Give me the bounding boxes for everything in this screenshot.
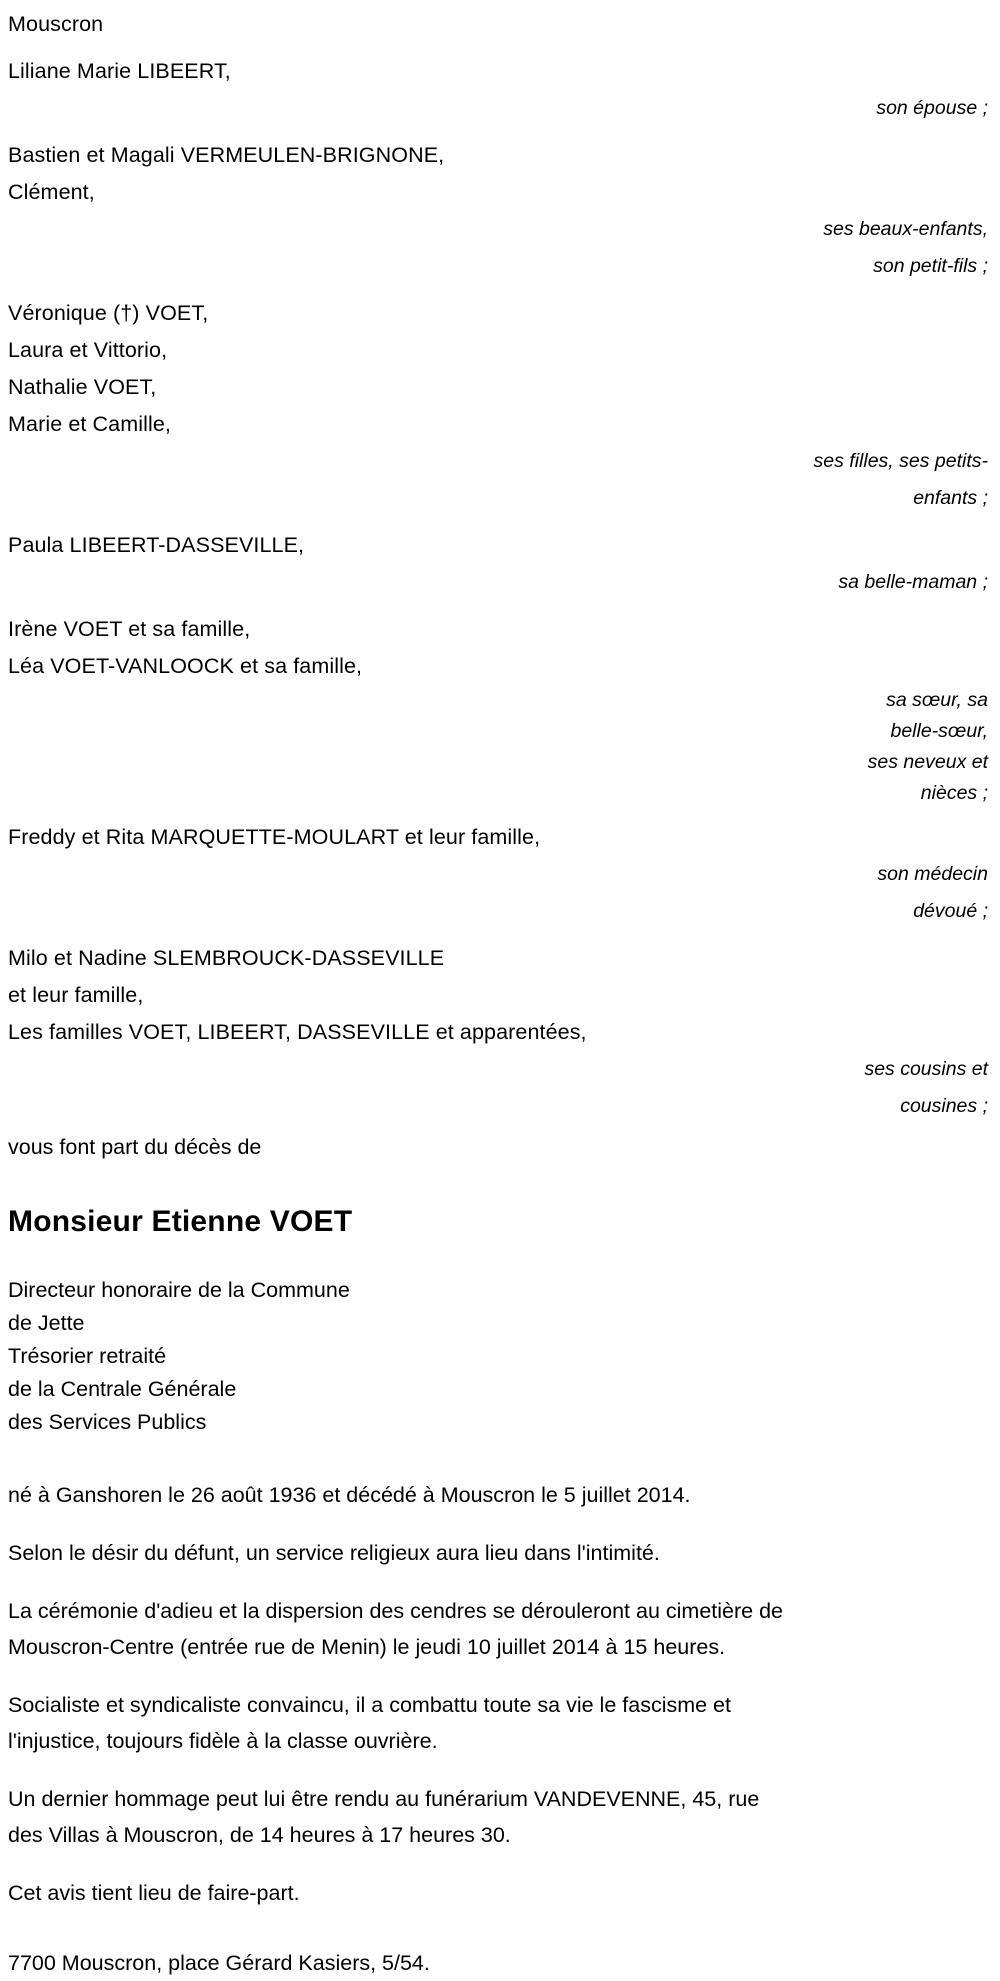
spacer	[8, 601, 990, 611]
deceased-name: Monsieur Etienne VOET	[8, 1205, 353, 1238]
relation-group	[8, 137, 990, 285]
relation-label: ses cousins et	[864, 1058, 988, 1080]
relation-names	[8, 611, 648, 685]
family-member-name: Freddy et Rita MARQUETTE-MOULART et leur famille,	[8, 825, 541, 849]
family-member-name: Liliane Marie LIBEERT,	[8, 59, 231, 83]
titles-section	[8, 1274, 990, 1439]
relation-label: dévoué ;	[913, 900, 988, 922]
family-member-name: Véronique (†) VOET,	[8, 301, 209, 325]
spacer	[8, 930, 990, 940]
title-line: de la Centrale Générale	[8, 1377, 237, 1401]
spacer	[8, 43, 990, 53]
relation-group	[8, 940, 990, 1125]
relation-label: enfants ;	[913, 487, 988, 509]
family-member-name: Nathalie VOET,	[8, 375, 157, 399]
spacer	[8, 517, 990, 527]
family-member-name: Les familles VOET, LIBEERT, DASSEVILLE et apparentées,	[8, 1020, 587, 1044]
paragraph-birth-death: né à Ganshoren le 26 août 1936 et décédé à Mouscron le 5 juillet 2014.	[8, 1483, 691, 1507]
relation-group	[8, 527, 990, 601]
spacer	[8, 285, 990, 295]
relation-names	[8, 527, 648, 564]
relation-names	[8, 6, 648, 43]
relation-names	[8, 295, 648, 443]
paragraph-tribute: Socialiste et syndicaliste convaincu, il a combattu toute sa vie le fascisme et l'injustice, toujours fidèle à la classe ouvrière.	[8, 1693, 731, 1753]
relation-label: ses filles, ses petits-	[813, 450, 988, 472]
relation-label: son petit-fils ;	[873, 255, 988, 277]
city-header: Mouscron	[8, 12, 104, 36]
relation-label: belle-sœur,	[890, 720, 988, 742]
title-line: Directeur honoraire de la Commune	[8, 1278, 350, 1302]
relation-label: ses neveux et	[867, 751, 988, 773]
spacer	[8, 127, 990, 137]
relation-labels	[8, 564, 990, 601]
body-section	[8, 1477, 990, 1911]
relation-group	[8, 53, 990, 127]
relation-label: son médecin	[877, 863, 988, 885]
family-member-name: Léa VOET-VANLOOCK et sa famille,	[8, 654, 363, 678]
relation-group	[8, 6, 990, 43]
family-member-name: Bastien et Magali VERMEULEN-BRIGNONE,	[8, 143, 445, 167]
relation-label: son épouse ;	[876, 97, 988, 119]
title-line: de Jette	[8, 1311, 85, 1335]
relation-group	[8, 611, 990, 809]
relation-names	[8, 819, 648, 856]
relation-group	[8, 295, 990, 517]
relation-group	[8, 819, 990, 930]
relation-names	[8, 53, 648, 90]
relation-labels	[8, 211, 990, 285]
relation-labels	[8, 90, 990, 127]
paragraph-religious-service: Selon le désir du défunt, un service religieux aura lieu dans l'intimité.	[8, 1541, 660, 1565]
paragraph-notice-disclaimer: Cet avis tient lieu de faire-part.	[8, 1881, 300, 1905]
title-line: Trésorier retraité	[8, 1344, 167, 1368]
relation-labels	[8, 1051, 990, 1125]
relation-names	[8, 137, 648, 211]
family-member-name: Milo et Nadine SLEMBROUCK-DASSEVILLE	[8, 946, 445, 970]
family-member-name: Paula LIBEERT-DASSEVILLE,	[8, 533, 305, 557]
announcement-lead-in: vous font part du décès de	[8, 1135, 262, 1159]
relation-label: nièces ;	[920, 782, 988, 804]
relation-label: cousines ;	[900, 1095, 988, 1117]
family-member-name: Clément,	[8, 180, 95, 204]
relations-section	[8, 6, 990, 1125]
title-line: des Services Publics	[8, 1410, 207, 1434]
family-member-name: Laura et Vittorio,	[8, 338, 168, 362]
relation-labels	[8, 856, 990, 930]
relation-names	[8, 940, 648, 1051]
footer-address: 7700 Mouscron, place Gérard Kasiers, 5/54.	[8, 1951, 430, 1975]
relation-label: ses beaux-enfants,	[823, 218, 988, 240]
family-member-name: et leur famille,	[8, 983, 144, 1007]
relation-label: sa belle-maman ;	[838, 571, 988, 593]
paragraph-funeral-home: Un dernier hommage peut lui être rendu au funérarium VANDEVENNE, 45, rue des Villas à Mouscron, de 14 heures à 17 heures 30.	[8, 1787, 760, 1847]
relation-labels	[8, 443, 990, 517]
relation-label: sa sœur, sa	[886, 689, 988, 711]
spacer	[8, 809, 990, 819]
family-member-name: Marie et Camille,	[8, 412, 171, 436]
family-member-name: Irène VOET et sa famille,	[8, 617, 251, 641]
paragraph-ceremony: La cérémonie d'adieu et la dispersion des cendres se dérouleront au cimetière de Mouscron-Centre (entrée rue de Menin) le jeudi 10 juillet 2014 à 15 heures.	[8, 1599, 783, 1659]
relation-labels	[8, 685, 990, 809]
